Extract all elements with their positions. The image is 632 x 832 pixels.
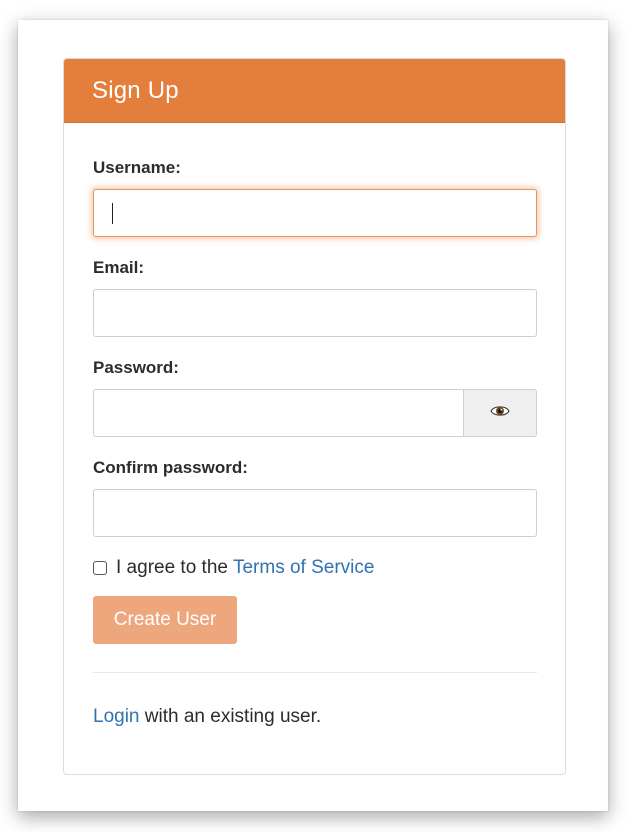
eye-icon bbox=[490, 404, 510, 423]
login-link[interactable]: Login bbox=[93, 706, 140, 727]
username-label: Username: bbox=[93, 158, 181, 177]
create-user-button[interactable]: Create User bbox=[93, 596, 237, 644]
email-label: Email: bbox=[93, 258, 145, 277]
password-label: Password: bbox=[93, 358, 179, 377]
signup-form bbox=[64, 123, 565, 728]
panel-header bbox=[64, 59, 565, 123]
username-input[interactable] bbox=[93, 189, 537, 237]
terms-row bbox=[93, 557, 536, 579]
terms-checkbox[interactable] bbox=[93, 561, 107, 575]
password-group bbox=[93, 389, 537, 437]
terms-prefix-text: I agree to the bbox=[116, 557, 228, 578]
page-title: Sign Up bbox=[92, 76, 179, 104]
text-caret bbox=[112, 203, 113, 224]
login-suffix-text: with an existing user. bbox=[144, 706, 322, 727]
confirm-password-input[interactable] bbox=[93, 489, 537, 537]
browser-window bbox=[18, 20, 608, 811]
terms-of-service-link[interactable]: Terms of Service bbox=[232, 557, 375, 578]
password-input[interactable] bbox=[93, 389, 464, 437]
confirm-password-label: Confirm password: bbox=[93, 458, 248, 477]
email-input[interactable] bbox=[93, 289, 537, 337]
show-password-button[interactable] bbox=[464, 389, 537, 437]
signup-panel bbox=[63, 58, 566, 775]
login-prompt bbox=[93, 706, 536, 728]
